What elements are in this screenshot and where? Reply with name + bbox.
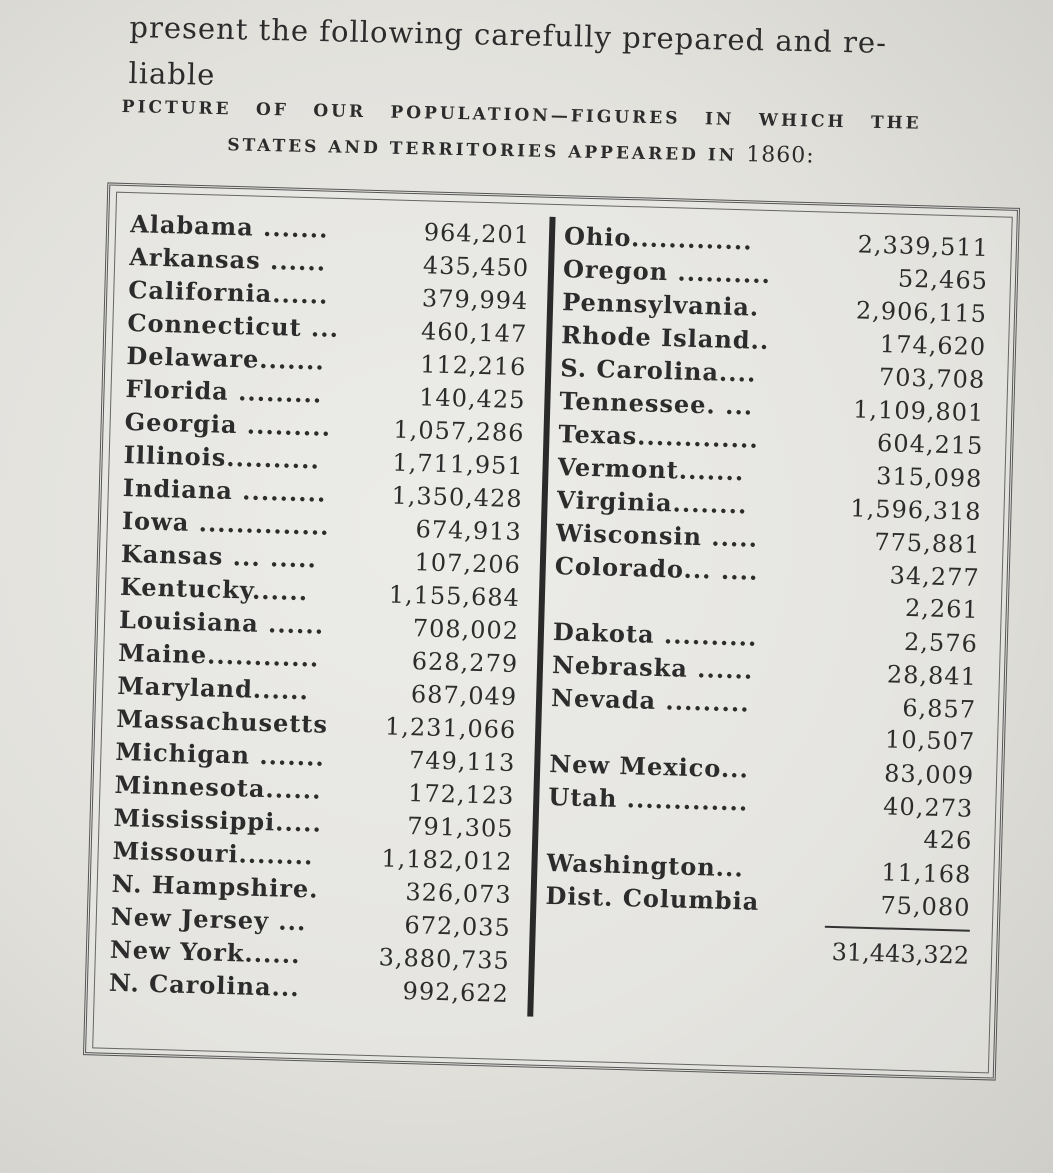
state-name: Missouri........: [112, 835, 314, 871]
population-value: 749,113: [408, 746, 516, 778]
state-name: Massachusetts: [115, 703, 329, 739]
intro-text: [128, 4, 910, 112]
state-name: Connecticut ...: [127, 308, 340, 343]
state-name: Alabama .......: [129, 209, 329, 244]
population-table: [92, 192, 1013, 1074]
caption-word: THE: [870, 112, 922, 134]
population-value: 1,350,428: [391, 481, 524, 514]
state-name: Nevada .........: [550, 683, 751, 718]
population-value: 379,994: [421, 284, 529, 316]
population-value: 2,576: [903, 627, 979, 658]
right-rows: [545, 219, 989, 924]
population-value: 112,216: [419, 350, 527, 382]
intro-line-1: present the following carefully prepared and re-: [129, 9, 888, 60]
state-name: Dakota ..........: [552, 617, 758, 652]
state-name: New Jersey ...: [110, 901, 307, 937]
population-value: 326,073: [405, 878, 513, 909]
state-name: Dist. Columbia: [545, 880, 760, 916]
population-value: 10,507: [884, 725, 976, 756]
caption-line-2-text: STATES AND TERRITORIES APPEARED IN: [227, 135, 738, 166]
caption-line-2: [121, 129, 921, 171]
state-name: N. Carolina...: [108, 967, 301, 1003]
caption-word: PICTURE: [121, 97, 232, 120]
population-value: 28,841: [886, 660, 978, 691]
population-value: 2,906,115: [855, 296, 988, 329]
state-name: California......: [127, 275, 329, 310]
state-name: Tennessee. ...: [559, 386, 754, 421]
caption-word: OF: [255, 99, 290, 121]
population-value: 672,035: [404, 911, 512, 942]
state-name: Texas.............: [558, 419, 760, 454]
state-name: Ohio.............: [563, 221, 754, 256]
population-value: 708,002: [412, 614, 520, 646]
state-name: N. Hampshire.: [111, 868, 319, 904]
population-value: 3,880,735: [378, 943, 511, 975]
caption-word: IN: [704, 109, 735, 130]
population-total: 31,443,322: [831, 937, 970, 970]
intro-line-2: liable: [128, 55, 216, 92]
state-name: Utah .............: [547, 781, 749, 817]
state-name: Iowa ..............: [121, 505, 331, 541]
state-name: Illinois..........: [123, 439, 321, 475]
state-name: Maryland......: [116, 670, 310, 706]
population-value: 1,596,318: [850, 494, 982, 526]
population-value: 1,231,066: [384, 712, 517, 745]
state-name: Georgia .........: [124, 407, 332, 442]
population-value: 426: [923, 825, 973, 855]
state-name: Pennsylvania.: [561, 287, 760, 322]
population-value: 687,049: [410, 680, 518, 712]
population-value: 52,465: [897, 264, 989, 296]
population-value: 6,857: [901, 693, 977, 724]
caption-word: OUR: [313, 101, 367, 123]
state-name: Nebraska ......: [551, 650, 754, 685]
population-value: 1,182,012: [381, 844, 513, 876]
caption-year: 1860:: [745, 142, 815, 169]
population-value: 34,277: [889, 561, 981, 592]
population-value: 628,279: [411, 647, 519, 679]
state-name: Michigan .......: [115, 736, 326, 772]
state-name: Virginia........: [556, 485, 748, 520]
population-value: 775,881: [873, 527, 981, 559]
population-value: 2,339,511: [857, 230, 990, 263]
population-value: 674,913: [415, 515, 523, 547]
state-name: Arkansas ......: [128, 242, 327, 277]
state-name: S. Carolina....: [559, 353, 757, 388]
states-column-right: [544, 219, 989, 970]
state-name: Kentucky......: [119, 571, 309, 607]
state-name: New Mexico...: [548, 748, 750, 784]
population-value: 75,080: [880, 891, 971, 922]
state-name: Louisiana ......: [118, 604, 325, 640]
population-value: 703,708: [878, 363, 986, 395]
state-name: Indiana .........: [122, 472, 327, 508]
population-value: 315,098: [875, 462, 983, 493]
population-table-frame: [83, 182, 1020, 1080]
population-value: 992,622: [402, 976, 510, 1008]
population-value: 40,273: [882, 792, 974, 823]
population-value: 107,206: [414, 548, 522, 580]
population-value: 604,215: [876, 429, 984, 460]
state-name: Delaware.......: [126, 341, 326, 376]
population-value: 1,155,684: [388, 580, 521, 613]
state-name: Wisconsin .....: [555, 518, 759, 553]
population-value: 964,201: [423, 218, 531, 250]
total-rule: [825, 926, 970, 932]
state-name: Minnesota......: [114, 769, 323, 805]
state-name: Maine............: [117, 637, 320, 673]
state-name: Kansas ... .....: [120, 538, 318, 574]
population-value: 791,305: [406, 812, 514, 844]
population-value: 11,168: [881, 858, 972, 889]
states-column-left: [109, 207, 531, 1010]
state-name: New York......: [109, 934, 301, 970]
population-value: 140,425: [418, 383, 526, 415]
state-name: Florida .........: [125, 374, 323, 409]
state-name: Mississippi.....: [113, 802, 323, 838]
population-value: 174,620: [879, 330, 987, 362]
population-value: 1,057,286: [393, 415, 525, 448]
population-value: 172,123: [407, 779, 515, 811]
caption-word: WHICH: [758, 110, 847, 133]
state-name: Oregon ..........: [562, 254, 772, 289]
population-value: 1,109,801: [852, 395, 985, 427]
state-name: Colorado... ....: [554, 551, 759, 586]
population-value: 83,009: [883, 759, 975, 790]
caption-word: POPULATION—FIGURES: [390, 102, 681, 129]
population-value: 1,711,951: [392, 448, 524, 481]
population-value: 435,450: [422, 251, 530, 283]
population-value: 2,261: [904, 593, 980, 624]
state-name: Vermont.......: [557, 452, 745, 487]
state-name: Washington...: [546, 847, 745, 883]
state-name: Rhode Island..: [560, 320, 770, 355]
population-value: 460,147: [420, 317, 528, 349]
